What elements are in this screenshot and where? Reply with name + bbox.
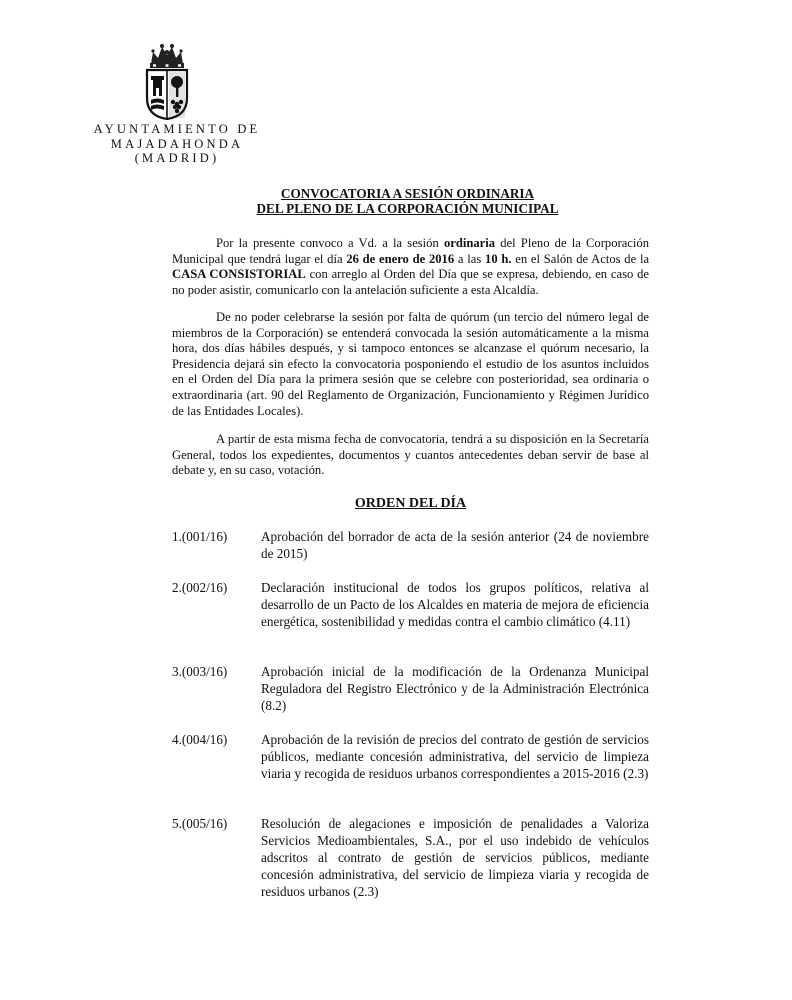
bold-time: 10 h.: [485, 251, 512, 266]
letterhead-line-2: MAJADAHONDA: [110, 136, 244, 151]
paragraph-convocation: [172, 236, 649, 298]
agenda-item-text: Aprobación de la revisión de precios del contrato de gestión de servicios públicos, mediante concesión administrativa, del servicio de limpieza viaria y recogida de residuos urbanos correspondientes a 2015-2016 (2.3): [261, 732, 649, 781]
coat-of-arms-icon: [143, 42, 191, 120]
agenda-item-number: 5.(005/16): [172, 816, 228, 831]
text-span: del Pleno de la Corporación Municipal que tendrá lugar el día: [172, 236, 649, 266]
paragraph-documents: A partir de esta misma fecha de convocatoria, tendrá a su disposición en la Secretaría General, todos los expedientes, documentos y cuantos antecedentes deban servir de base al debate y, en su caso, votación.: [172, 432, 649, 478]
agenda-item-text: Declaración institucional de todos los grupos políticos, relativa al desarrollo de un Pacto de los Alcaldes en materia de mejora de eficiencia energética, sostenibilidad y medidas contra el cambio climático (4.11): [261, 580, 649, 629]
agenda-title: ORDEN DEL DÍA: [354, 496, 467, 511]
paragraph-quorum: De no poder celebrarse la sesión por falta de quórum (un tercio del número legal de miembros de la Corporación) se entenderá convocada la sesión automáticamente a la misma hora, dos días hábiles después, y si tampoco entonces se alcanzase el quórum necesario, la Presidencia dejará sin efecto la convocatoria posponiendo el estudio de los asuntos incluidos en el Orden del Día para la primera sesión que se celebre con posterioridad, sea ordinaria o extraordinaria (art. 90 del Reglamento de Organización, Funcionamiento y Régimen Jurídico de las Entidades Locales).: [172, 310, 649, 418]
agenda-item-text: Aprobación inicial de la modificación de la Ordenanza Municipal Reguladora del Registro Electrónico y de la Administración Electrónica (8.2): [261, 664, 649, 713]
agenda-item-number: 3.(003/16): [172, 664, 228, 679]
letterhead: [88, 122, 266, 166]
title-line-1: CONVOCATORIA A SESIÓN ORDINARIA: [280, 186, 535, 201]
text-span: con arreglo al Orden del Día que se expresa, debiendo, en caso de no poder asistir, comunicarlo con la antelación suficiente a esta Alcaldía.: [172, 267, 649, 297]
text-span: Por la presente convoco a Vd. a la sesión: [216, 236, 444, 250]
agenda-item-number: 1.(001/16): [172, 529, 228, 544]
letterhead-line-3: (MADRID): [134, 151, 220, 165]
agenda-item-text: Aprobación del borrador de acta de la sesión anterior (24 de noviembre de 2015): [261, 529, 649, 561]
title-line-2: DEL PLENO DE LA CORPORACIÓN MUNICIPAL: [256, 201, 559, 216]
text-span: en el Salón de Actos de la: [511, 251, 650, 266]
bold-session-type: ordinaria: [443, 236, 496, 250]
bold-venue: CASA CONSISTORIAL: [172, 267, 306, 282]
agenda-item-number: 2.(002/16): [172, 580, 228, 595]
text-span: a las: [454, 251, 486, 266]
letterhead-line-1: AYUNTAMIENTO DE: [93, 122, 261, 136]
document-title: [165, 186, 650, 216]
agenda-item-text: Resolución de alegaciones e imposición de penalidades a Valoriza Servicios Medioambientales, S.A., por el uso indebido de vehículos adscritos al contrato de gestión de servicios públicos, mediante concesión administrativa, del servicio de limpieza viaria y recogida de residuos urbanos (2.3): [261, 816, 649, 899]
agenda-item-number: 4.(004/16): [172, 732, 228, 747]
bold-date: 26 de enero de 2016: [346, 251, 455, 266]
